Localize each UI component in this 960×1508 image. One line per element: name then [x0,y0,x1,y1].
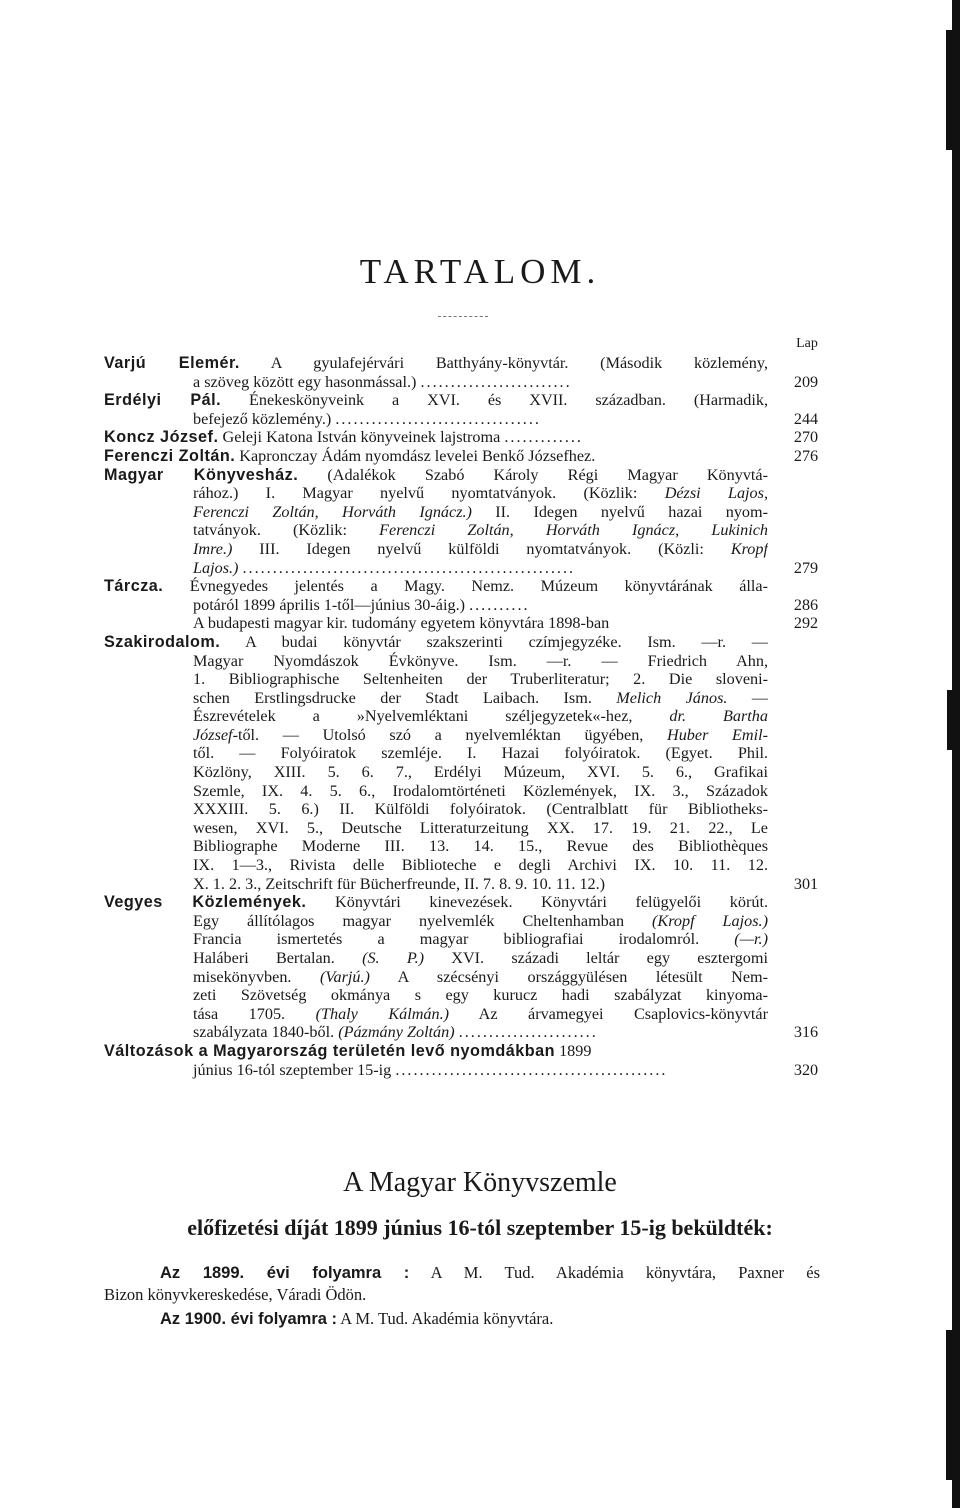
toc-entry-varju: Varjú Elemér. A gyulafejérvári Batthyány-könyvtár. (Második közlemény, a szöveg között egy hasonmással.) ......................... 209 [0,354,960,391]
entry-text: A szécsényi országgyülésen létesült Nem- [369,967,768,986]
entry-text: X. 1. 2. 3., Zeitschrift für Bücherfreunde, II. 7. 8. 9. 10. 11. 12.) [193,874,606,893]
table-of-contents [0,354,960,1079]
entry-text: potáról 1899 április 1-től—június 30-áig.) [193,595,466,614]
toc-entry-erdelyi: Erdélyi Pál. Énekeskönyveink a XVI. és XVII. században. (Harmadik, befejező közlemény.) .................................. 244 [0,391,960,428]
entry-text: zeti Szövetség okmánya s egy kurucz hadi szabályzat kinyoma- [193,986,768,1005]
entry-text: III. Idegen nyelvű külföldi nyomtatványok. (Közli: [232,539,731,558]
page-number: 301 [793,874,819,893]
toc-entry-tarcza: Tárcza. Évnegyedes jelentés a Magy. Nemz. Múzeum könyvtárának álla- potáról 1899 április 1-től—június 30-áig.) .......... 286 A budapesti magyar kir. tudomány egyetem könyvtára 1898-ban 292 [0,577,960,633]
entry-author: Koncz József. [104,428,219,447]
entry-text: befejező közlemény.) [193,409,332,428]
entry-text: Szemle, IX. 4. 5. 6., Irodalomtörténeti Közlemények, IX. 3., Századok [193,781,768,800]
entry-text: Észrevételek a »Nyelvemléktani széljegyzetek«-hez, [193,707,670,726]
entry-text: XXXIII. 5. 6.) II. Külföldi folyóiratok. (Centralblatt für Bibliotheks- [193,800,768,819]
page-title: TARTALOM. [359,252,601,291]
entry-text: Lajos.) [193,558,239,577]
subscription-heading: előfizetési díját 1899 június 16-tól szeptember 15-ig beküldték: [187,1215,773,1240]
toc-entry-ferenczi [0,447,960,466]
entry-text: XVI. századi leltár egy esztergomi [424,949,768,967]
toc-entry-magyar-konyveshaz: Magyar Könyvesház. (Adalékok Szabó Károly Régi Magyar Könyvtá- rához.) I. Magyar nyelvű nyomtatványok. (Közlik: Dézsi Lajos, Ferenczi Zoltán, Horváth Ignácz.) II. Idegen nyelvű hazai nyom- tatványok. (Közlik: Ferenczi Zoltán, Horváth Ignácz, Lukinich Imre.) III. Idegen nyelvű külföldi nyomtatványok. (Közli: Kropf Lajos.) ....................................................... 279 [0,466,960,578]
entry-author: Vegyes Közlemények. [104,893,307,912]
entry-text: Énekeskönyveink a XVI. és XVII. században. (Harmadik, [221,391,768,410]
scan-edge-mark [946,30,960,150]
entry-text: Évnegyedes jelentés a Magy. Nemz. Múzeum könyvtárának álla- [163,577,768,596]
entry-text: Kapronczay Ádám nyomdász levelei Benkő Józsefhez. [235,446,596,465]
entry-text: IX. 1—3., Rivista delle Biblioteche e degli Archivi IX. 10. 11. 12. [193,856,768,875]
entry-text: (S. P.) [362,949,425,967]
entry-text: misekönyvben. [193,967,321,986]
entry-text: dr. Bartha [669,707,768,726]
subscription-label: Az 1899. évi folyamra : [160,1264,410,1282]
entry-text: a szöveg között egy hasonmással.) [193,372,417,391]
entry-text: Bibliographe Moderne III. 13. 14. 15., Revue des Bibliothèques [193,837,768,856]
entry-text: Egy állítólagos magyar nyelvemlék Cheltenhamban [193,911,653,930]
entry-text: (Adalékok Szabó Károly Régi Magyar Könyvtá- [298,465,768,484]
entry-text: szabályzata 1840-ből. [193,1023,339,1042]
scan-edge-mark [946,1330,952,1480]
subscription-text: A M. Tud. Akadémia könyvtára. [337,1309,554,1328]
entry-text: (—r.) [734,930,768,949]
title-divider [438,316,488,317]
subscription-label: Az 1900. évi folyamra : [160,1310,338,1328]
entry-author: Erdélyi Pál. [104,391,222,410]
toc-entry-koncz: Koncz József. Geleji Katona István könyveinek lajstroma ............. 270 [0,428,960,447]
entry-text: schen Erstlingsdrucke der Stadt Laibach. Ism. [193,688,617,707]
entry-author: Változások a Magyarország területén levő nyomdákban [104,1041,556,1060]
entry-text: 1. Bibliographische Seltenheiten der Truberliteratur; 2. Die sloveni- [193,670,768,689]
entry-text: (Pázmány Zoltán) [338,1023,455,1042]
subscription-text: A M. Tud. Akadémia könyvtára, Paxner és [409,1263,820,1282]
entry-text: A budai könyvtár szakszerinti czímjegyzéke. Ism. —r. — [220,632,768,651]
entry-text: Magyar Nyomdászok Évkönyve. Ism. —r. — Friedrich Ahn, [193,651,768,670]
page-number: 209 [793,372,819,391]
subscription-row-1900 [160,1308,876,1330]
entry-author: Ferenczi Zoltán. [104,446,236,465]
entry-text: Ferenczi Zoltán, Horváth Ignácz.) [193,502,472,521]
entry-text: tatványok. (Közlik: [193,521,380,540]
page-number: 270 [793,428,819,447]
entry-text: — [727,688,768,707]
entry-text: Geleji Katona István könyveinek lajstroma [218,428,501,447]
entry-text: (Kropf Lajos.) [652,911,768,930]
entry-text: június 16-tól szeptember 15-ig [193,1060,392,1079]
entry-text: (Thaly Kálmán.) [315,1004,450,1023]
entry-text: tása 1705. [193,1004,316,1023]
page-number: 320 [793,1060,819,1079]
toc-entry-vegyes: Vegyes Közlemények. Könyvtári kinevezések. Könyvtári felügyelői körút. Egy állítólagos magyar nyelvemlék Cheltenhamban (Kropf Lajos.) Francia ismertetés a magyar bibliografiai irodalomról. (—r.) Haláberi Bertalan. (S. P.) XVI. századi leltár egy esztergomi misekönyvben. (Varjú.) A szécsényi országgyülésen létesült Nem- zeti Szövetség okmánya s egy kurucz hadi szabályzat kinyoma- tása 1705. (Thaly Kálmán.) Az árvamegyei Csaplovics-könyvtár szabályzata 1840-ből. (Pázmány Zoltán) ....................... 316 [0,893,960,1042]
page-number: 276 [793,446,819,465]
entry-text: Könyvtári kinevezések. Könyvtári felügyelői körút. [306,893,768,912]
entry-text: József [193,725,233,744]
entry-text: Huber Emil- [667,725,768,744]
subscription-row-1899 [160,1262,820,1284]
page-number: 244 [793,409,819,428]
entry-text: Közlöny, XIII. 5. 6. 7., Erdélyi Múzeum, XVI. 5. 6., Grafikai [193,763,768,782]
entry-text: A budapesti magyar kir. tudomány egyetem könyvtára 1898-ban [193,614,610,633]
subscription-row-1899-cont: Bizon könyvkereskedése, Váradi Ödön. [104,1285,367,1304]
entry-author: Szakirodalom. [104,632,221,651]
toc-entry-valtozasok: Változások a Magyarország területén levő nyomdákban 1899 június 16-tól szeptember 15-ig ............................................. 320 [0,1042,960,1079]
page-number: 286 [793,595,819,614]
journal-name: A Magyar Könyvszemle [343,1167,617,1198]
page-number: 279 [793,558,819,577]
entry-text: 1899 [555,1041,592,1060]
page-number: 292 [793,614,819,633]
entry-text: Az árvamegyei Csaplovics-könyvtár [449,1004,768,1023]
entry-text: Kropf [730,539,768,558]
entry-text: Haláberi Bertalan. [193,949,363,967]
entry-author: Varjú Elemér. [104,354,240,372]
entry-text: A gyulafejérvári Batthyány-könyvtár. (Második közlemény, [239,354,768,372]
entry-text: II. Idegen nyelvű hazai nyom- [471,502,768,521]
entry-text: től. — Folyóiratok szemléje. I. Hazai folyóiratok. (Egyet. Phil. [193,744,768,763]
entry-text: (Varjú.) [320,967,370,986]
entry-text: wesen, XVI. 5., Deutsche Litteraturzeitung XX. 17. 19. 21. 22., Le [193,818,768,837]
entry-text: Ferenczi Zoltán, Horváth Ignácz, Lukinich [379,521,768,540]
page-number: 316 [793,1023,819,1042]
entry-author: Tárcza. [104,577,164,596]
entry-text: Francia ismertetés a magyar bibliografiai irodalomról. [193,930,735,949]
entry-text: Melich János. [616,688,728,707]
entry-text: -től. — Utolsó szó a nyelvemléktan ügyében, [232,725,668,744]
entry-text: rához.) I. Magyar nyelvű nyomtatványok. (Közlik: [193,484,665,503]
toc-entry-szakirodalom [0,633,960,893]
entry-author: Magyar Könyvesház. [104,465,299,484]
entry-text: Imre.) [193,539,233,558]
page-column-header: Lap [796,336,818,351]
entry-text: Dézsi Lajos, [664,484,768,503]
